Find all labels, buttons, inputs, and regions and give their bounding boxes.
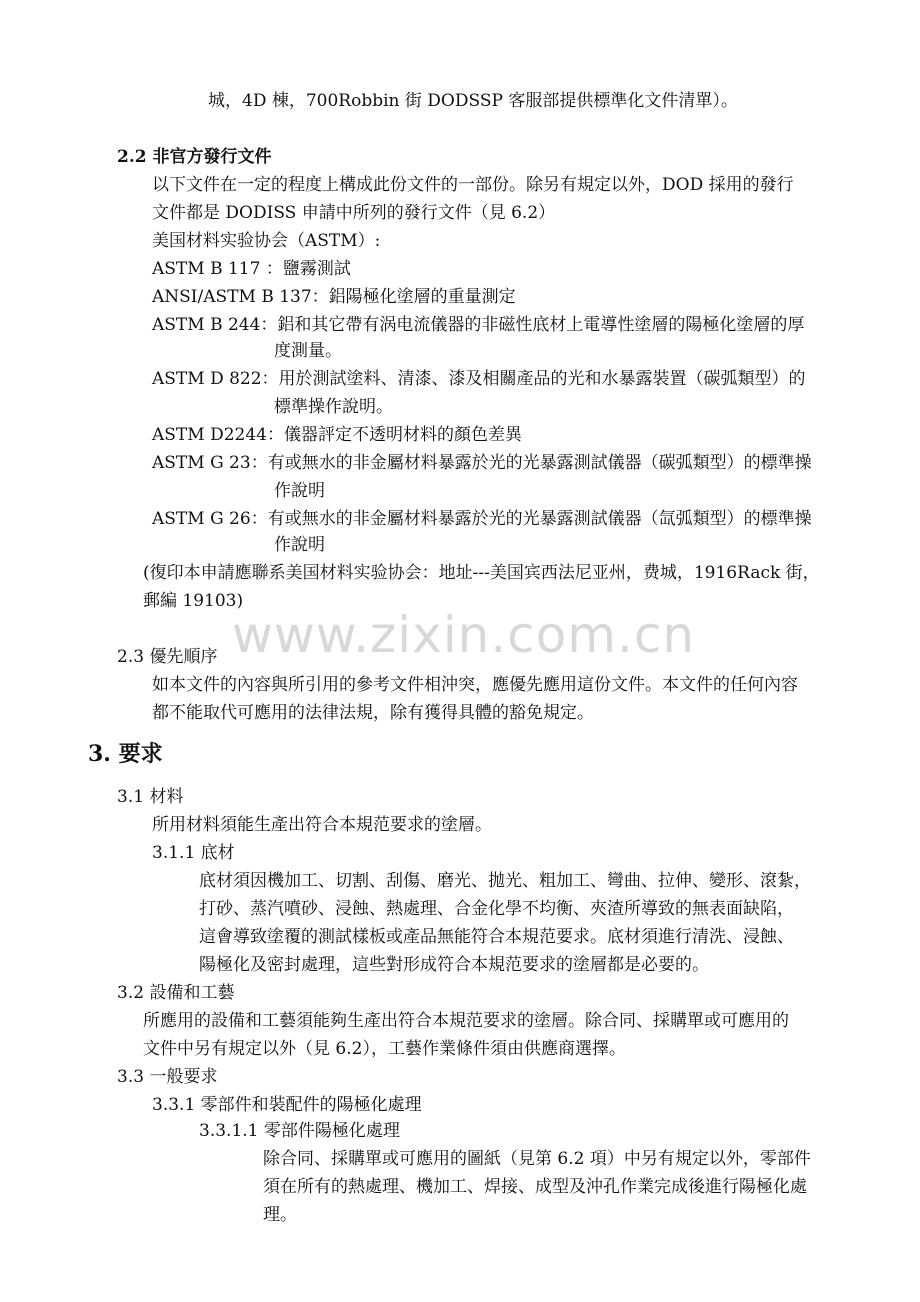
text-line: 陽極化及密封處理，這些對形成符合本規范要求的塗層都是必要的。: [199, 955, 709, 975]
text-line: 郵編 19103): [143, 591, 244, 611]
reference-item: ASTM D2244：儀器評定不透明材料的顏色差異: [152, 425, 522, 445]
text-line: 如本文件的內容與所引用的參考文件相沖突，應優先應用這份文件。本文件的任何內容: [152, 675, 798, 695]
text-line: 文件中另有規定以外（見 6.2），工藝作業條件須由供應商選擇。: [143, 1039, 626, 1059]
text-line: 打砂、蒸汽噴砂、浸蝕、熱處理、合金化學不均衡、夾渣所導致的無表面缺陷，: [199, 899, 794, 919]
reference-item-cont: 度測量。: [274, 341, 342, 361]
section-heading-2-2: 2.2 非官方發行文件: [117, 147, 272, 167]
section-heading-3-3-1-1: 3.3.1.1 零部件陽極化處理: [199, 1121, 400, 1141]
watermark: www.zixin.com.cn: [232, 606, 696, 664]
text-line: (復印本申請應聯系美国材料实验协会：地址---美国宾西法尼亚州，费城，1916Rack 街，: [143, 563, 820, 583]
text-line: 城，4D 棟，700Robbin 街 DODSSP 客服部提供標準化文件清單）。: [208, 91, 738, 111]
text-line: 須在所有的熱處理、機加工、焊接、成型及沖孔作業完成後進行陽極化處: [263, 1177, 807, 1197]
text-line: 底材須因機加工、切割、刮傷、磨光、拋光、粗加工、彎曲、拉伸、變形、滾紮，: [199, 871, 811, 891]
section-heading-3-3: 3.3 一般要求: [117, 1067, 218, 1087]
text-line: 以下文件在一定的程度上構成此份文件的一部份。除另有規定以外，DOD 採用的發行: [152, 175, 794, 195]
text-line: 美国材料实验协会（ASTM）:: [152, 231, 381, 251]
section-heading-2-3: 2.3 優先順序: [117, 647, 218, 667]
section-heading-3-2: 3.2 設備和工藝: [117, 983, 235, 1003]
reference-item-cont: 作說明: [274, 481, 325, 501]
text-line: 理。: [263, 1205, 297, 1225]
text-line: 所應用的設備和工藝須能夠生產出符合本規范要求的塗層。除合同、採購單或可應用的: [143, 1011, 789, 1031]
chapter-heading-3: 3. 要求: [88, 741, 163, 767]
reference-item: ASTM B 244：鋁和其它帶有涡电流儀器的非磁性底材上電導性塗層的陽極化塗層的厚: [152, 315, 805, 335]
reference-item-cont: 作說明: [274, 535, 325, 555]
text-line: 這會導致塗覆的測試樣板或產品無能符合本規范要求。底材須進行清洗、浸蝕、: [199, 927, 794, 947]
reference-item-cont: 標準操作說明。: [274, 397, 393, 417]
text-line: 除合同、採購單或可應用的圖紙（見第 6.2 項）中另有規定以外，零部件: [263, 1149, 811, 1169]
reference-item: ASTM G 23：有或無水的非金屬材料暴露於光的光暴露測試儀器（碳弧類型）的標準操: [152, 453, 812, 473]
section-heading-3-1-1: 3.1.1 底材: [152, 843, 235, 863]
text-line: 文件都是 DODISS 申請中所列的發行文件（見 6.2）: [152, 203, 556, 223]
text-line: 都不能取代可應用的法律法規，除有獲得具體的豁免規定。: [152, 703, 594, 723]
reference-item: ASTM B 117 ：鹽霧測試: [152, 259, 351, 279]
section-heading-3-1: 3.1 材料: [117, 787, 184, 807]
reference-item: ANSI/ASTM B 137：鋁陽極化塗層的重量測定: [152, 287, 516, 307]
reference-item: ASTM D 822：用於測試塗料、清漆、漆及相關產品的光和水暴露裝置（碳弧類型）的: [152, 369, 806, 389]
reference-item: ASTM G 26：有或無水的非金屬材料暴露於光的光暴露測試儀器（氙弧類型）的標準操: [152, 509, 812, 529]
section-heading-3-3-1: 3.3.1 零部件和裝配件的陽極化處理: [152, 1095, 422, 1115]
text-line: 所用材料須能生產出符合本規范要求的塗層。: [152, 815, 492, 835]
